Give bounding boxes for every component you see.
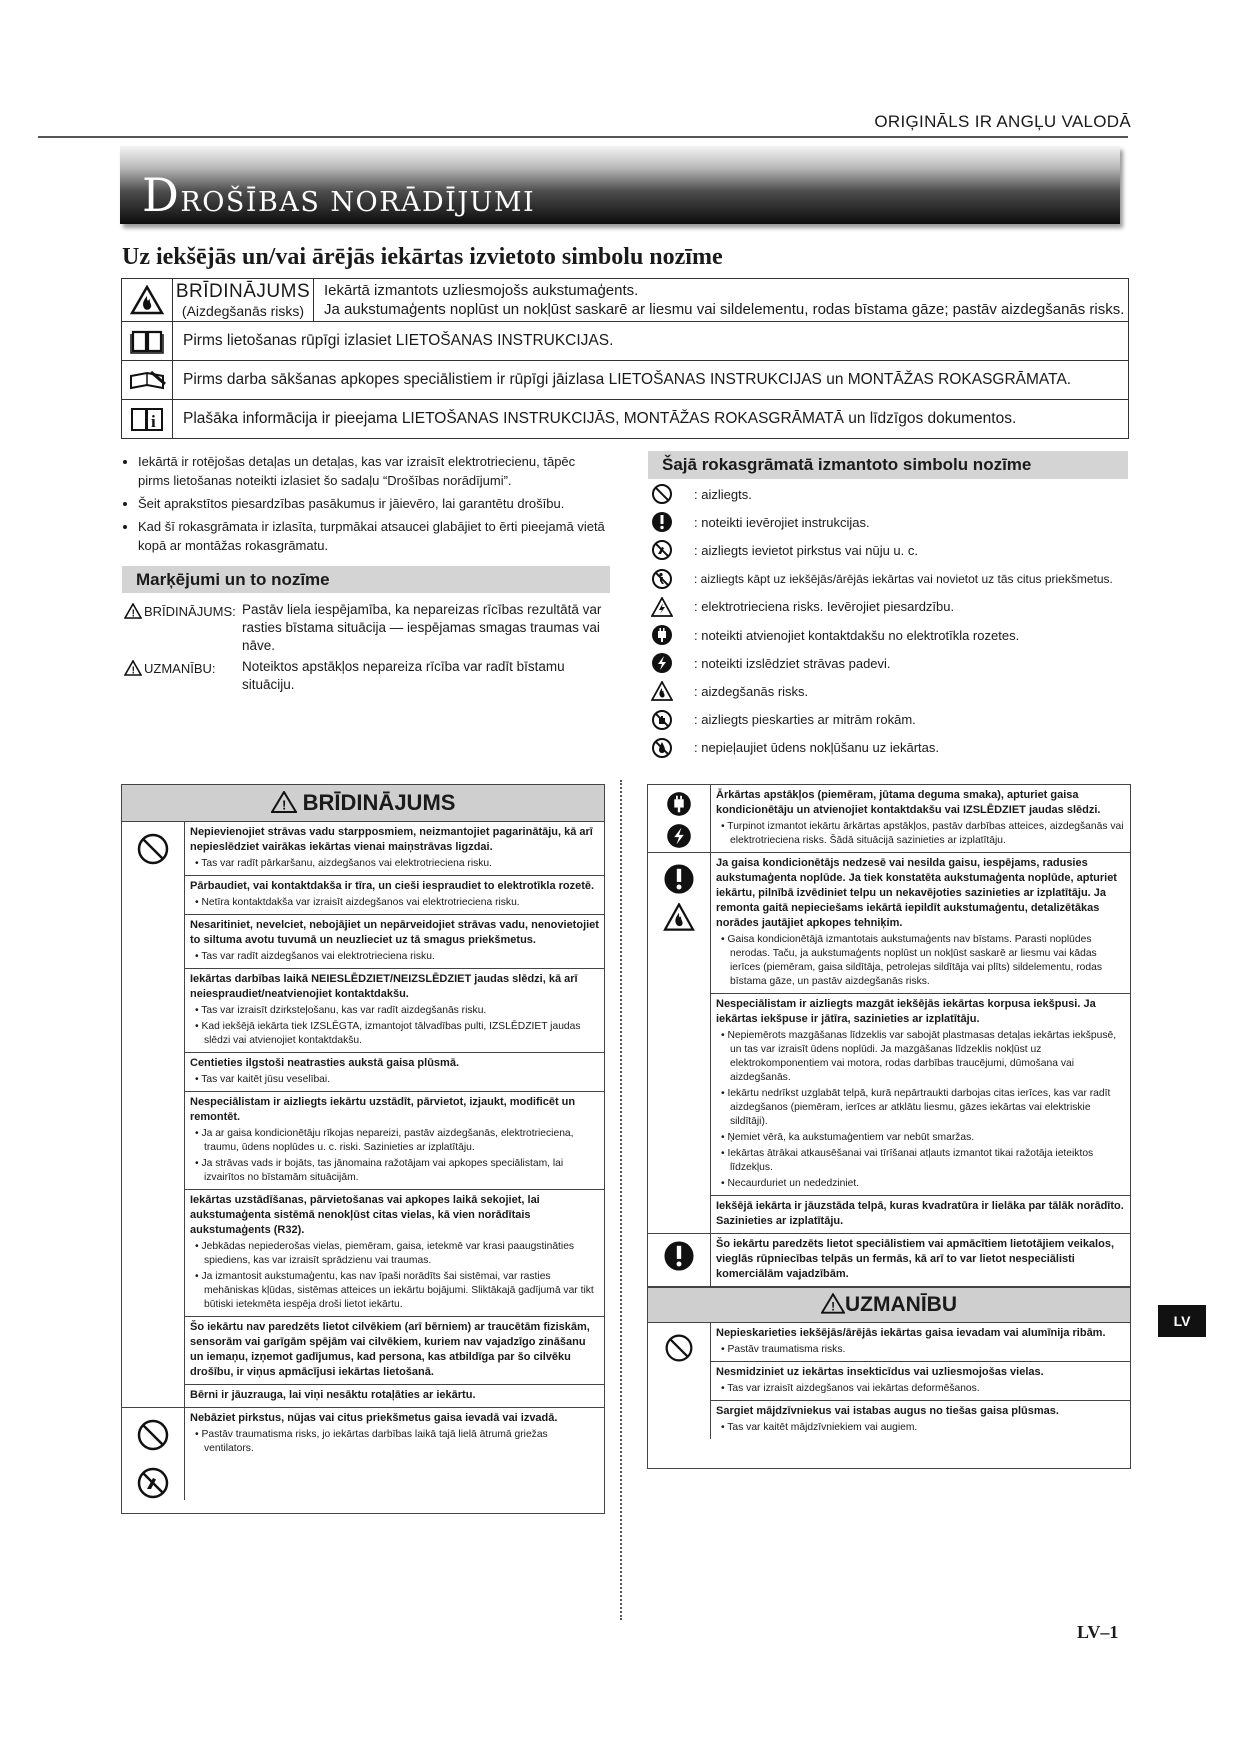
safety-entry — [185, 969, 604, 1053]
right-safety-panel — [647, 784, 1131, 1469]
language-tab: LV — [1158, 1305, 1206, 1337]
safety-entry — [185, 1385, 604, 1407]
refrigerant-group — [648, 853, 1130, 1234]
safety-entry-bullet — [716, 1382, 1126, 1396]
warning-line-2: Ja aukstumaģents noplūst un nokļūst saskarē ar liesmu vai sildelementu, rodas bīstama gāze; pastāv aizdegšanās risks. — [324, 301, 1125, 318]
svg-text:!: ! — [131, 665, 135, 676]
safety-entry-bullet-text: Tas var kaitēt mājdzīvniekiem vai augiem. — [727, 1422, 918, 1433]
safety-entry-bullet — [716, 1343, 1126, 1357]
safety-entry-bullet-text: Nepiemērots mazgāšanas līdzeklis var sabojāt plastmasas detaļas iekārtas iekšpusē, un tas var izraisīt ūdens noplūdi. Ja mazgāšanas līdzeklis nokļūst uz elektrokomponentiem vai motora, rodas darbības traucējumi, dūmošana vai aizdegšanās. — [727, 1030, 1117, 1083]
safety-entry-bullet — [716, 1147, 1126, 1175]
safety-entry — [185, 915, 604, 969]
bullet-dot: • — [195, 858, 202, 869]
bullet-dot: • — [721, 1344, 728, 1355]
service-manual-icon — [122, 361, 173, 399]
safety-entry-bullet-text: Tas var radīt aizdegšanos vai elektrotrieciena risku. — [201, 951, 435, 962]
safety-entry — [711, 785, 1130, 852]
safety-entry-bullet-text: Ja ar gaisa kondicionētāju rīkojas nepareizi, pastāv aizdegšanās, elektrotrieciena, traumu, ūdens noplūdes u. c. riski. Sazinieties ar izplatītāju. — [201, 1128, 574, 1153]
safety-entry-bullet-text: Tas var izraisīt dzirksteļošanu, kas var radīt aizdegšanās risku. — [201, 1005, 487, 1016]
bullet-dot: • — [721, 1132, 728, 1143]
safety-entry-bullet — [190, 896, 600, 910]
safety-entry-bullet-text: Ja izmantosit aukstumaģentu, kas nav īpaši norādīts šai sistēmai, var rasties mehāniskas kļūdas, sistēmas atteices un iekārtu bojājumi. Sliktākajā gadījumā var tikt būtiski ietekmēta iespēja droši lietot iekārtu. — [201, 1271, 594, 1310]
safety-entry-title: Nebāziet pirkstus, nūjas vai citus priekšmetus gaisa ievadā vai izvadā. — [190, 1412, 558, 1424]
symbol-item-prohibited — [648, 480, 1128, 508]
intro-bullets — [122, 452, 606, 559]
refrigerant-group-icons — [648, 853, 711, 1233]
safety-entry-bullet-text: Kad iekšējā iekārta tiek IZSLĒGTA, izmantojot tālvadības pulti, IZSLĒDZIET jaudas slēdzi vai atvienojiet kontaktdakšu. — [201, 1021, 581, 1046]
safety-entry-bullet-text: Netīra kontaktdakša var izraisīt aizdegšanos vai elektrotrieciena risku. — [201, 897, 520, 908]
manual-symbols-title: Šajā rokasgrāmatā izmantoto simbolu nozīme — [648, 451, 1128, 479]
warning-label: BRĪDINĀJUMS — [175, 281, 311, 302]
safety-entry — [711, 1196, 1130, 1233]
no-finger-icon — [651, 539, 673, 561]
safety-entry-bullet — [190, 1428, 600, 1456]
safety-entry-bullet-text: Tas var kaitēt jūsu veselībai. — [201, 1074, 331, 1085]
bullet-dot: • — [195, 1128, 202, 1139]
unit-symbols-table — [121, 278, 1129, 439]
safety-entry-bullet-text: Ja strāvas vads ir bojāts, tas jānomaina ražotājam vai apkopes speciālistam, lai izvairītos no bīstamām situācijām. — [201, 1158, 564, 1183]
bullet-dot: • — [721, 1030, 728, 1041]
symbol-row-info — [122, 400, 1128, 438]
symbol-item-no-finger — [648, 536, 1128, 564]
safety-entry-title: Nespeciālistam ir aizliegts iekārtu uzstādīt, pārvietot, izjaukt, modificēt un remontēt. — [190, 1096, 576, 1123]
safety-entry-title: Nesmidziniet uz iekārtas insekticīdus vai uzliesmojošas vielas. — [716, 1366, 1044, 1378]
safety-entry-bullet — [190, 950, 600, 964]
refrigerant-entries — [711, 853, 1130, 1233]
mandatory-icon — [663, 863, 695, 895]
safety-entry — [185, 1092, 604, 1190]
bullet-dot: • — [721, 1383, 728, 1394]
safety-entry — [185, 822, 604, 876]
safety-entry-bullet — [190, 857, 600, 871]
safety-entry-bullet-text: Tas var izraisīt aizdegšanos vai iekārtas deformēšanos. — [727, 1383, 980, 1394]
bullet-dot: • — [195, 1021, 202, 1032]
svg-text:!: ! — [831, 1299, 836, 1314]
caution-panel-header — [648, 1287, 1130, 1323]
caution-triangle-icon — [821, 1293, 845, 1314]
safety-entry-bullet-text: Pastāv traumatisma risks, jo iekārtas darbības laikā tajā lielā ātrumā griežas ventilators. — [201, 1429, 548, 1454]
original-language-note: ORIĢINĀLS IR ANGĻU VALODĀ — [874, 112, 1131, 131]
bullet-dot: • — [195, 1271, 202, 1282]
emergency-group — [648, 785, 1130, 853]
bullet-dot: • — [721, 1148, 728, 1159]
safety-entry — [185, 1190, 604, 1317]
bullet-dot: • — [195, 1158, 202, 1169]
mandatory-icon — [663, 1240, 695, 1272]
symbol-item-text: : aizdegšanās risks. — [694, 683, 809, 699]
symbol-item-text: : noteikti izslēdziet strāvas padevi. — [694, 655, 891, 671]
safety-entry-title: Pārbaudiet, vai kontaktdakša ir tīra, un cieši iespraudiet to elektrotīkla rozetē. — [190, 880, 595, 892]
safety-entry — [185, 876, 604, 915]
symbol-row-manual — [122, 322, 1128, 361]
symbol-item-text: : aizliegts. — [694, 486, 752, 502]
safety-entry — [185, 1053, 604, 1092]
prohibited-icon — [136, 832, 170, 866]
safety-entry-title: Nespeciālistam ir aizliegts mazgāt iekšējās iekārtas korpusa iekšpusi. Ja iekārtas iekšpuse ir jātīra, sazinieties ar izplatītāju. — [716, 998, 1096, 1025]
safety-entry-title: Iekārtas uzstādīšanas, pārvietošanas vai apkopes laikā sekojiet, lai aukstumaģenta sistēmā nenokļūst citas vielas, kā vien norādītais aukstumaģents (R32). — [190, 1194, 540, 1236]
symbol-item-unplug — [648, 621, 1128, 649]
safety-entry — [711, 1323, 1130, 1362]
safety-entry-bullet — [190, 1240, 600, 1268]
safety-entry — [711, 1234, 1130, 1286]
symbol-row-service — [122, 361, 1128, 400]
prohibited-icon — [136, 1418, 170, 1452]
warning-entries — [185, 822, 604, 1407]
symbol-item-text: : aizliegts pieskarties ar mitrām rokām. — [694, 712, 916, 728]
safety-entry-title: Šo iekārtu paredzēts lietot speciālistiem vai apmācītiem lietotājiem veikalos, vieglās rūpniecības telpās un fermās, kā arī to var lietot nespeciālisti komerciālām vajadzībām. — [716, 1238, 1114, 1280]
power-off-icon — [651, 652, 673, 674]
safety-entry-title: Iekšējā iekārta ir jāuzstāda telpā, kuras kvadratūra ir lielāka par tālāk norādīto. Sazinieties ar izplatītāju. — [716, 1200, 1124, 1227]
manual-book-icon — [122, 322, 173, 360]
caution-marking-label: UZMANĪBU: — [144, 660, 216, 676]
header-rule — [38, 136, 1128, 138]
warning-panel-header — [122, 785, 604, 822]
bullet-dot: • — [195, 1005, 202, 1016]
fire-risk-icon — [663, 903, 695, 931]
warning-group-icons — [122, 1408, 185, 1500]
symbol-item-electric — [648, 593, 1128, 621]
bullet-dot: • — [721, 1178, 728, 1189]
caution-triangle-icon — [124, 660, 142, 676]
warning-group-prohibited — [122, 822, 604, 1408]
intro-bullet: • Kad šī rokasgrāmata ir izlasīta, turpmākai atsaucei glabājiet to ērti pieejamā vietā kopā ar montāžas rokasgrāmatu. — [138, 517, 606, 555]
safety-entry — [711, 994, 1130, 1196]
page-title — [142, 168, 535, 222]
flammable-warning-icon — [122, 279, 173, 321]
bullet-dot: • — [195, 897, 202, 908]
safety-entry-bullet — [190, 1004, 600, 1018]
svg-text:!: ! — [131, 608, 135, 619]
warning-triangle-icon — [271, 791, 297, 813]
bullet-dot: • — [721, 1422, 728, 1433]
professional-use-entries — [711, 1234, 1130, 1286]
safety-entry — [711, 853, 1130, 994]
page-title-rest: ROŠĪBAS NORĀDĪJUMI — [180, 187, 536, 218]
bullet-dot: • — [721, 821, 728, 832]
manual-description: Pirms lietošanas rūpīgi izlasiet LIETOŠANAS INSTRUKCIJAS. — [183, 332, 614, 349]
safety-entry-bullet — [716, 1177, 1126, 1191]
symbols-section-title: Uz iekšējās un/vai ārējās iekārtas izvietoto simbolu nozīme — [122, 244, 723, 270]
caution-entries — [711, 1323, 1130, 1439]
unplug-icon — [666, 791, 692, 817]
fire-risk-icon — [651, 681, 673, 701]
intro-bullet: • Iekārtā ir rotējošas detaļas un detaļas, kas var izraisīt elektrotriecienu, tāpēc pirms lietošanas noteikti izlasiet šo sadaļu “Drošības norādījumi”. — [138, 452, 606, 490]
professional-use-icons — [648, 1234, 711, 1286]
svg-text:i: i — [151, 412, 156, 431]
symbol-row-flammable — [122, 279, 1128, 322]
symbol-item-text: : noteikti atvienojiet kontaktdakšu no elektrotīkla rozetes. — [694, 627, 1020, 643]
intro-bullet: • Šeit aprakstītos piesardzības pasākumus ir jāievēro, lai garantētu drošību. — [138, 494, 606, 513]
symbol-item-text: : nepieļaujiet ūdens nokļūšanu uz iekārtas. — [694, 740, 939, 756]
bullet-dot: • — [195, 1074, 202, 1085]
warning-group-no-finger — [122, 1408, 604, 1500]
symbol-item-power-off — [648, 649, 1128, 677]
symbol-item-no-wet-hands — [648, 706, 1128, 734]
symbol-item-text: : noteikti ievērojiet instrukcijas. — [694, 514, 870, 530]
no-water-icon — [651, 737, 673, 759]
warning-marking-label: BRĪDINĀJUMS: — [144, 603, 236, 619]
safety-entry-bullet — [716, 1421, 1126, 1435]
safety-entry-bullet-text: Ņemiet vērā, ka aukstumaģentiem var nebūt smaržas. — [727, 1132, 975, 1143]
warning-label-cell — [173, 279, 314, 321]
safety-entry-title: Iekārtas darbības laikā NEIESLĒDZIET/NEIZSLĒDZIET jaudas slēdzi, kā arī neiespraudiet/neatvienojiet kontaktdakšu. — [190, 973, 578, 1000]
warning-entries — [185, 1408, 604, 1500]
safety-entry-title: Ja gaisa kondicionētājs nedzesē vai nesilda gaisu, iespējams, radusies aukstumaģenta noplūde. Ja tiek konstatēta aukstumaģenta noplūde, apturiet iekārtu, pilnībā izvēdiniet telpu un nekavējoties sazinieties ar izplatītāju. Ja remonta gaitā nepieciešams iekārtā iepildīt aukstumaģentu, detalizētākas norādes jautājiet apkopes tehniķim. — [716, 857, 1117, 929]
safety-entry-bullet — [716, 1029, 1126, 1085]
safety-entry — [185, 1317, 604, 1385]
professional-use-group — [648, 1234, 1130, 1287]
no-climbing-icon — [651, 568, 673, 590]
no-wet-hands-icon — [651, 709, 673, 731]
symbol-item-text: : elektrotrieciena risks. Ievērojiet piesardzību. — [694, 599, 955, 615]
bullet-dot: • — [195, 1429, 202, 1440]
page-number: LV–1 — [1077, 1622, 1119, 1642]
emergency-entries — [711, 785, 1130, 852]
safety-entry-bullet — [190, 1073, 600, 1087]
symbol-item-text: : aizliegts ievietot pirkstus vai nūju u. c. — [694, 542, 918, 558]
safety-entry-bullet-text: Jebkādas nepiederošas vielas, piemēram, gaisa, ietekmē var krasi paaugstināties spiediens, kas var izraisīt sprādzienu vai traumas. — [201, 1241, 575, 1266]
safety-entry-title: Nepievienojiet strāvas vadu starpposmiem, neizmantojiet pagarinātāju, kā arī nepieslēdziet vairākas iekārtas vienai maiņstrāvas ligzdai. — [190, 826, 593, 853]
safety-entry-bullet-text: Iekārtu nedrīkst uzglabāt telpā, kurā nepārtraukti darbojas citas ierīces, kas var radīt aizdegšanos (piemēram, ierīces ar atklātu liesmu, gāzes iekārtas vai elektriskie sildītāji). — [727, 1088, 1111, 1127]
safety-entry-title: Centieties ilgstoši neatrasties aukstā gaisa plūsmā. — [190, 1057, 459, 1069]
symbol-item-no-water — [648, 734, 1128, 762]
mandatory-icon — [651, 511, 673, 533]
caution-group — [648, 1323, 1130, 1439]
safety-entry-bullet — [190, 1020, 600, 1048]
info-manual-icon — [122, 400, 173, 438]
safety-entry — [711, 1401, 1130, 1439]
symbol-item-text: : aizliegts kāpt uz iekšējās/ārējās iekārtas vai novietot uz tās citus priekšmetus. — [694, 571, 1113, 586]
prohibited-icon — [664, 1333, 694, 1363]
page-title-initial: D — [142, 168, 181, 222]
safety-entry-title: Šo iekārtu nav paredzēts lietot cilvēkiem (arī bērniem) ar traucētām fiziskām, sensorām vai garīgām spējām vai cilvēkiem, kuriem nav vajadzīgo zināšanu un iemaņu, izņemot gadījumus, kad persona, kas atbildīga par šo cilvēku drošību, ir viņus apmācījusi iekārtas lietošanā. — [190, 1321, 590, 1378]
prohibited-icon — [651, 483, 673, 505]
manual-symbols-list — [648, 480, 1128, 762]
symbol-item-no-climbing — [648, 565, 1128, 593]
bullet-dot: • — [721, 1088, 728, 1099]
safety-entry-bullet — [190, 1270, 600, 1312]
safety-entry-bullet — [190, 1127, 600, 1155]
info-description: Plašāka informācija ir pieejama LIETOŠANAS INSTRUKCIJĀS, MONTĀŽAS ROKASGRĀMATĀ un līdzīgos dokumentos. — [183, 410, 1017, 427]
warning-sublabel: (Aizdegšanās risks) — [181, 303, 305, 319]
warning-group-icons — [122, 822, 185, 1407]
safety-entry-bullet-text: Pastāv traumatisma risks. — [727, 1344, 846, 1355]
safety-entry-bullet — [716, 1087, 1126, 1129]
safety-entry-title: Nepieskarieties iekšējās/ārējās iekārtas gaisa ievadam vai alumīnija ribām. — [716, 1327, 1106, 1339]
caution-group-icons — [648, 1323, 711, 1439]
symbol-item-mandatory — [648, 508, 1128, 536]
no-finger-icon — [136, 1466, 170, 1500]
emergency-group-icons — [648, 785, 711, 852]
warning-marking-text: Pastāv liela iespējamība, ka nepareizas rīcības rezultātā var rasties bīstama situācija — iespējamas smagas traumas vai nāve. — [242, 602, 602, 653]
safety-entry-title: Ārkārtas apstākļos (piemēram, jūtama deguma smaka), apturiet gaisa kondicionētāju un atvienojiet kontaktdakšu vai IZSLĒDZIET jaudas slēdzi. — [716, 789, 1101, 816]
safety-entry-bullet — [190, 1157, 600, 1185]
markings-title: Marķējumi un to nozīme — [122, 566, 610, 593]
caution-panel-title: UZMANĪBU — [845, 1293, 957, 1316]
svg-text:!: ! — [281, 797, 286, 813]
safety-entry-bullet-text: Necaurduriet un nededziniet. — [727, 1178, 860, 1189]
safety-entry-title: Nesaritiniet, nevelciet, nebojājiet un nepārveidojiet strāvas vadu, nenovietojiet to siltuma avotu tuvumā un neuzlieciet uz tā smagus priekšmetus. — [190, 919, 599, 946]
caution-marking-text: Noteiktos apstākļos nepareiza rīcība var radīt bīstamu situāciju. — [242, 659, 565, 692]
safety-entry — [711, 1362, 1130, 1401]
column-divider — [620, 780, 622, 1620]
electric-shock-icon — [651, 597, 673, 617]
symbol-item-fire — [648, 677, 1128, 705]
safety-entry-bullet-text: Turpinot izmantot iekārtu ārkārtas apstākļos, pastāv darbības atteices, aizdegšanās vai elektrotrieciena risks. Šādā situācijā sazinieties ar izplatītāju. — [727, 821, 1124, 846]
safety-entry-bullet — [716, 933, 1126, 989]
bullet-dot: • — [721, 934, 728, 945]
safety-entry — [185, 1408, 604, 1460]
warning-description — [314, 281, 1124, 319]
power-off-icon — [666, 823, 692, 849]
safety-entry-bullet-text: Iekārtas ātrākai atkausēšanai vai tīrīšanai atļauts izmantot tikai ražotāja ieteiktos līdzekļus. — [727, 1148, 1094, 1173]
bullet-dot: • — [195, 951, 202, 962]
safety-entry-bullet — [716, 1131, 1126, 1145]
service-description: Pirms darba sākšanas apkopes speciālistiem ir rūpīgi jāizlasa LIETOŠANAS INSTRUKCIJAS un MONTĀŽAS ROKASGRĀMATA. — [183, 371, 1072, 388]
warning-panel-title: BRĪDINĀJUMS — [302, 790, 456, 815]
safety-entry-bullet-text: Tas var radīt pārkaršanu, aizdegšanos vai elektrotrieciena risku. — [201, 858, 493, 869]
safety-entry-title: Bērni ir jāuzrauga, lai viņi nesāktu rotaļāties ar iekārtu. — [190, 1389, 476, 1401]
unplug-icon — [651, 624, 673, 646]
bullet-dot: • — [195, 1241, 202, 1252]
safety-entry-bullet-text: Gaisa kondicionētājā izmantotais aukstumaģents nav bīstams. Parasti noplūdes nerodas. Taču, ja aukstumaģents noplūst un nokļūst saskarē ar liesmu vai kādas ierīces (piemēram, gaisa sildītāja, petrolejas sildītāja vai plīts) sildelementu, rodas bīstama gāze, un pastāv aizdegšanās risks. — [727, 934, 1102, 987]
warning-panel — [121, 784, 605, 1514]
safety-entry-title: Sargiet mājdzīvniekus vai istabas augus no tiešas gaisa plūsmas. — [716, 1405, 1059, 1417]
warning-line-1: Iekārtā izmantots uzliesmojošs aukstumaģents. — [324, 282, 639, 299]
warning-triangle-icon — [124, 603, 142, 619]
safety-entry-bullet — [716, 820, 1126, 848]
